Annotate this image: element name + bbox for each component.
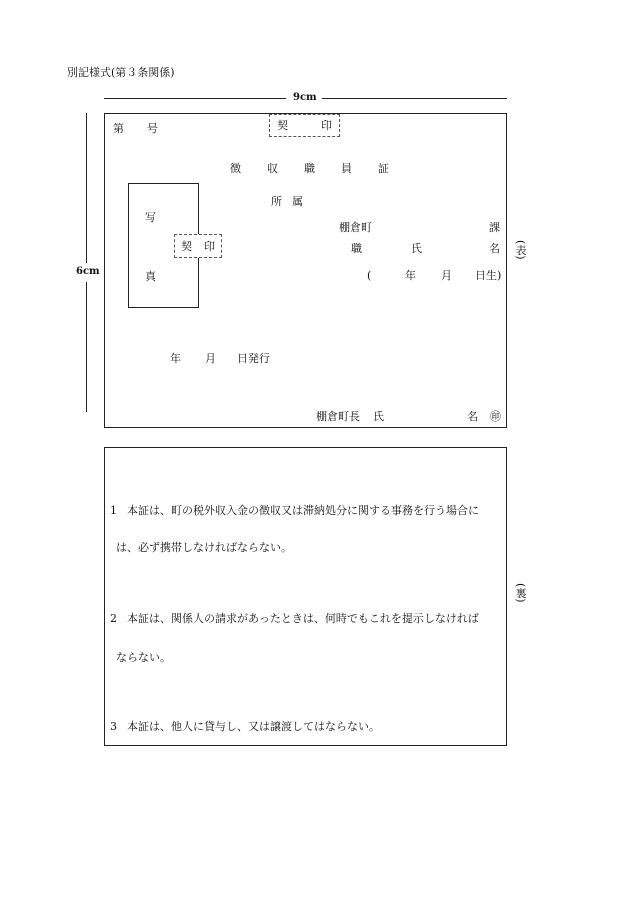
number-label-prefix: 第 bbox=[113, 122, 124, 135]
issuer-title: 棚倉町長 bbox=[316, 410, 360, 423]
front-card bbox=[104, 113, 507, 428]
seal-top-char-2: 印 bbox=[321, 119, 332, 132]
height-dimension-line-bottom bbox=[86, 282, 87, 412]
birth-open-paren: ( bbox=[367, 269, 372, 282]
photo-label-char-1: 写 bbox=[145, 211, 156, 224]
department-label: 所属 bbox=[271, 195, 313, 208]
issue-month-label: 月 bbox=[205, 352, 216, 365]
card-title: 徴収職員証 bbox=[230, 162, 415, 175]
width-dimension-line-left bbox=[104, 98, 286, 99]
rule-3-number: 3 bbox=[110, 720, 117, 733]
height-dimension-line-top bbox=[86, 113, 87, 263]
rule-2-line-2: ならない。 bbox=[116, 651, 171, 664]
rule-1-number: 1 bbox=[110, 504, 117, 517]
birth-month-label: 月 bbox=[441, 269, 452, 282]
birth-day-label: 日生) bbox=[475, 269, 502, 282]
seal-photo-char-1: 契 bbox=[181, 240, 192, 253]
division-suffix: 課 bbox=[489, 221, 500, 234]
photo-label-char-2: 真 bbox=[145, 270, 156, 283]
rule-2-number: 2 bbox=[110, 612, 117, 625]
name-label-last: 名 bbox=[489, 242, 500, 255]
seal-photo-char-2: 印 bbox=[204, 240, 215, 253]
town-name: 棚倉町 bbox=[339, 221, 372, 234]
rule-2-line-1: 本証は、関係人の請求があったときは、何時でもこれを提示しなければ bbox=[127, 612, 479, 625]
rule-1-line-1: 本証は、町の税外収入金の徴収又は滞納処分に関する事務を行う場合に bbox=[127, 504, 479, 517]
seal-box-photo bbox=[174, 234, 222, 258]
front-side-label: (表) bbox=[514, 240, 527, 260]
issuer-name-first: 氏 bbox=[373, 410, 384, 423]
height-dimension-label: 6cm bbox=[76, 266, 100, 277]
issuer-name-last: 名 bbox=[467, 410, 478, 423]
number-label-suffix: 号 bbox=[147, 122, 158, 135]
back-side-label: (裏) bbox=[514, 583, 527, 603]
back-card bbox=[104, 447, 507, 746]
seal-box-top bbox=[269, 114, 340, 137]
seal-mark: ㊞ bbox=[490, 410, 501, 423]
width-dimension-label: 9cm bbox=[293, 92, 317, 103]
rule-3-line-1: 本証は、他人に貸与し、又は譲渡してはならない。 bbox=[127, 720, 380, 733]
position-label: 職 bbox=[351, 242, 362, 255]
seal-top-char-1: 契 bbox=[277, 119, 288, 132]
birth-year-label: 年 bbox=[405, 269, 416, 282]
issue-year-label: 年 bbox=[170, 352, 181, 365]
issue-day-label: 日発行 bbox=[237, 352, 270, 365]
name-label-first: 氏 bbox=[411, 242, 422, 255]
rule-1-line-2: は、必ず携帯しなければならない。 bbox=[116, 541, 292, 554]
form-title: 別記様式(第３条関係) bbox=[67, 66, 175, 79]
width-dimension-line-right bbox=[322, 98, 507, 99]
